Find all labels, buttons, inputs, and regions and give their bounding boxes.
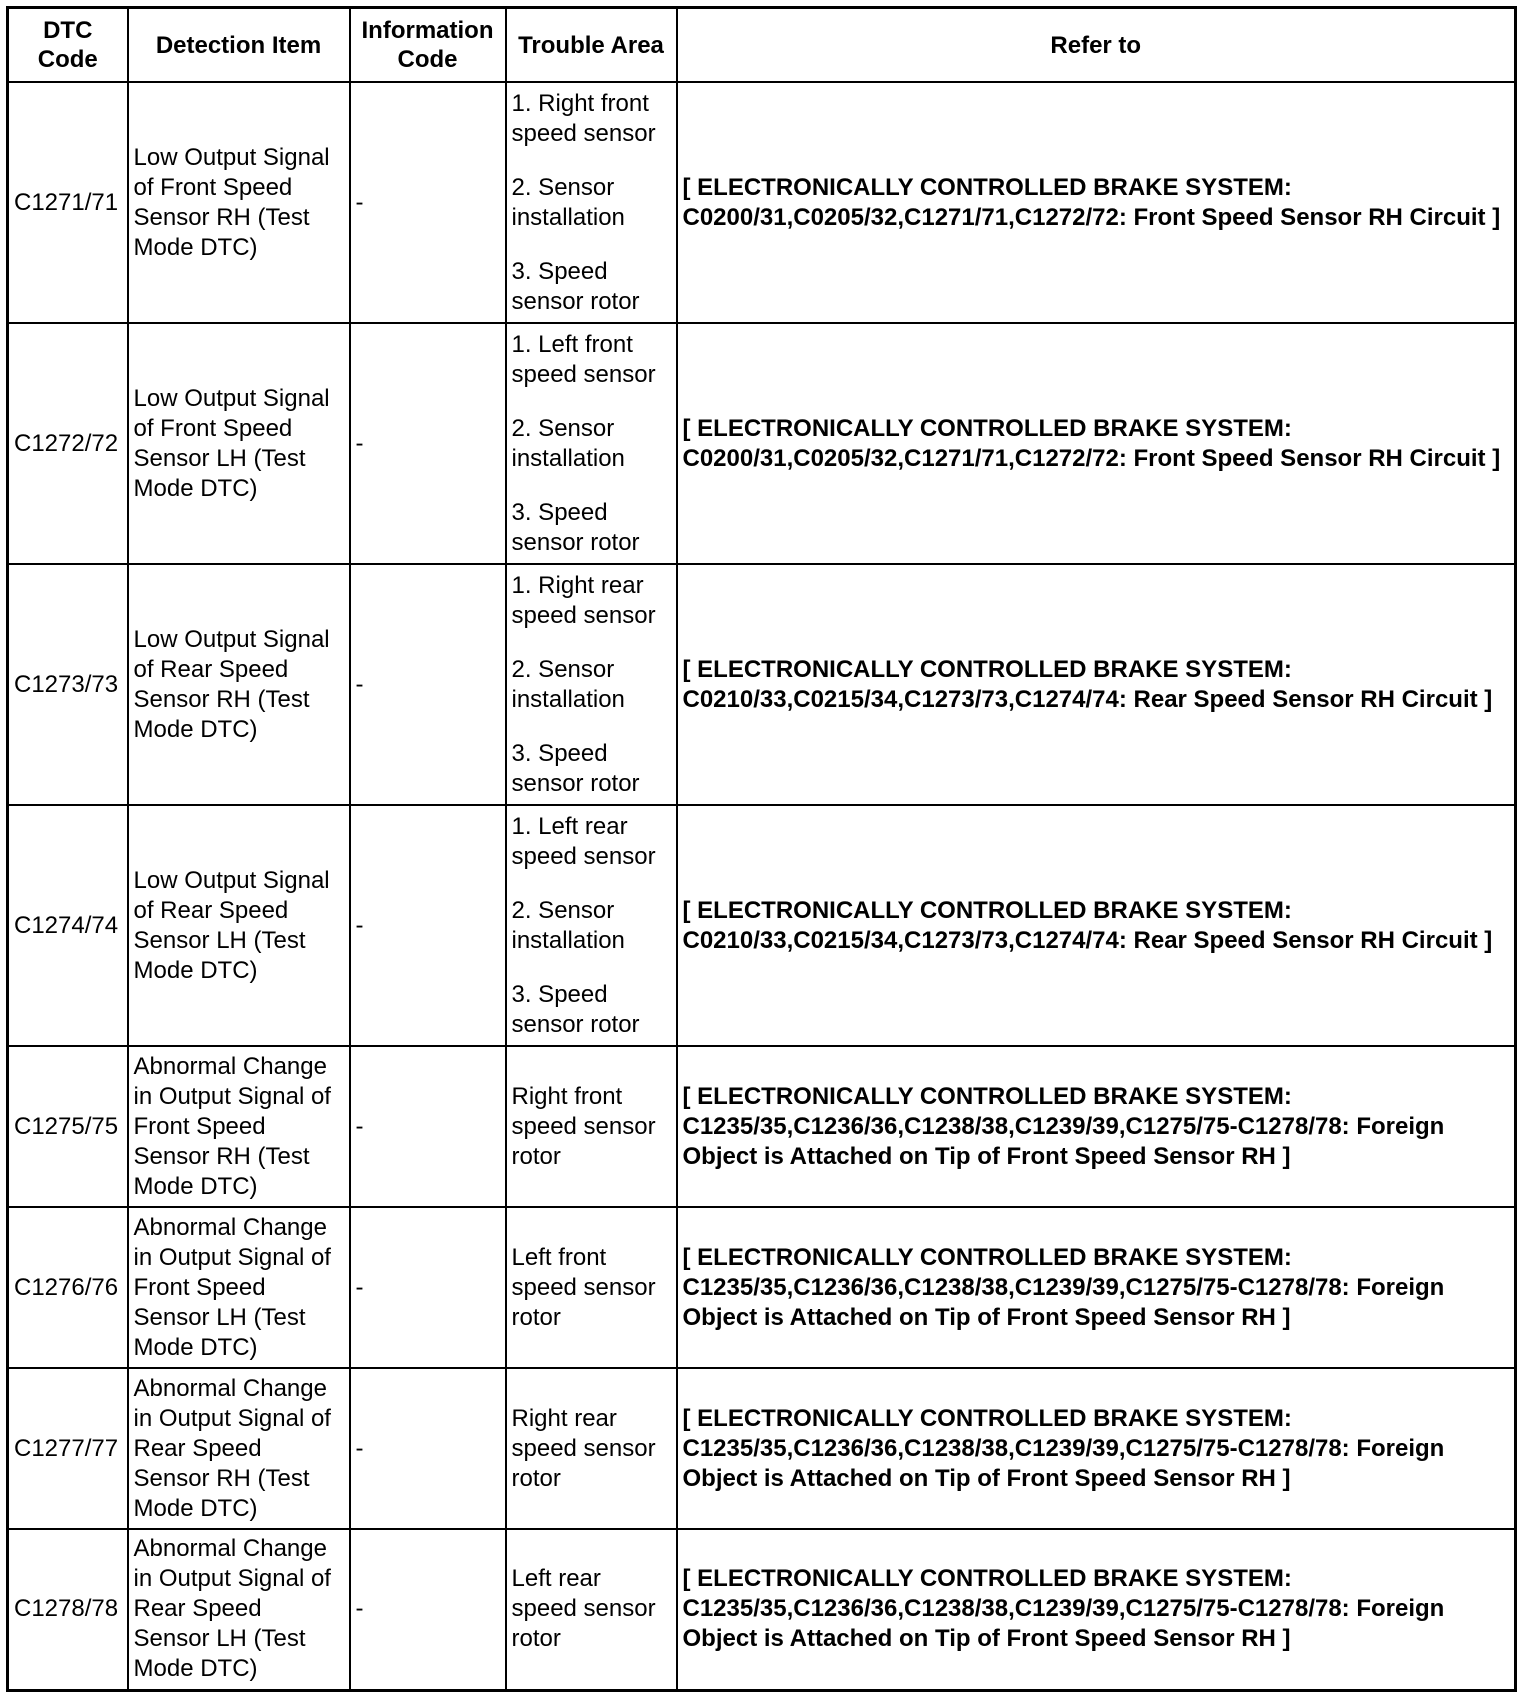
- trouble-area-cell: Left front speed sensor rotor: [506, 1207, 677, 1368]
- table-row: [8, 1207, 1516, 1368]
- header-dtc-code: DTC Code: [8, 8, 128, 83]
- trouble-area-item: 1. Left front speed sensor: [511, 330, 656, 388]
- dtc-code-cell: C1274/74: [8, 805, 128, 1046]
- header-trouble-area: Trouble Area: [506, 8, 677, 83]
- dtc-code-cell: C1275/75: [8, 1046, 128, 1207]
- refer-to-cell: [ ELECTRONICALLY CONTROLLED BRAKE SYSTEM: C1235/35,C1236/36,C1238/38,C1239/39,C1275/75-C1278/78: Foreign Object is Attached on Tip of Front Speed Sensor RH ]: [677, 1529, 1516, 1690]
- table-row: [8, 82, 1516, 323]
- refer-to-cell: [ ELECTRONICALLY CONTROLLED BRAKE SYSTEM: C0200/31,C0205/32,C1271/71,C1272/72: Front Speed Sensor RH Circuit ]: [677, 323, 1516, 564]
- dtc-code-cell: C1277/77: [8, 1368, 128, 1529]
- table-header: [8, 8, 1516, 83]
- refer-to-cell: [ ELECTRONICALLY CONTROLLED BRAKE SYSTEM: C1235/35,C1236/36,C1238/38,C1239/39,C1275/75-C1278/78: Foreign Object is Attached on Tip of Front Speed Sensor RH ]: [677, 1368, 1516, 1529]
- trouble-area-list: [512, 330, 671, 558]
- trouble-area-item: 3. Speed sensor rotor: [511, 980, 640, 1038]
- trouble-area-item: 3. Speed sensor rotor: [511, 739, 640, 797]
- information-code-cell: -: [350, 1368, 506, 1529]
- dtc-table: [6, 6, 1517, 1692]
- detection-item-cell: Abnormal Change in Output Signal of Rear Speed Sensor LH (Test Mode DTC): [128, 1529, 350, 1690]
- header-detection-item: Detection Item: [128, 8, 350, 83]
- information-code-cell: -: [350, 805, 506, 1046]
- detection-item-cell: Abnormal Change in Output Signal of Front Speed Sensor RH (Test Mode DTC): [128, 1046, 350, 1207]
- dtc-code-cell: C1272/72: [8, 323, 128, 564]
- trouble-area-cell: Right front speed sensor rotor: [506, 1046, 677, 1207]
- refer-to-cell: [ ELECTRONICALLY CONTROLLED BRAKE SYSTEM: C0210/33,C0215/34,C1273/73,C1274/74: Rear Speed Sensor RH Circuit ]: [677, 805, 1516, 1046]
- refer-to-cell: [ ELECTRONICALLY CONTROLLED BRAKE SYSTEM: C0210/33,C0215/34,C1273/73,C1274/74: Rear Speed Sensor RH Circuit ]: [677, 564, 1516, 805]
- trouble-area-cell: [506, 323, 677, 564]
- trouble-area-list: [512, 89, 671, 317]
- header-information-code: Information Code: [350, 8, 506, 83]
- trouble-area-item: 1. Right rear speed sensor: [511, 571, 656, 629]
- information-code-cell: -: [350, 1207, 506, 1368]
- trouble-area-item: 3. Speed sensor rotor: [511, 257, 640, 315]
- dtc-code-cell: C1273/73: [8, 564, 128, 805]
- trouble-area-item: 1. Right front speed sensor: [511, 89, 656, 147]
- trouble-area-item: 2. Sensor installation: [511, 414, 625, 472]
- detection-item-cell: Low Output Signal of Rear Speed Sensor LH (Test Mode DTC): [128, 805, 350, 1046]
- information-code-cell: -: [350, 323, 506, 564]
- table-row: [8, 805, 1516, 1046]
- header-row: [8, 8, 1516, 83]
- table-row: [8, 1046, 1516, 1207]
- dtc-code-cell: C1276/76: [8, 1207, 128, 1368]
- trouble-area-cell: [506, 82, 677, 323]
- trouble-area-item: 2. Sensor installation: [511, 655, 625, 713]
- detection-item-cell: Abnormal Change in Output Signal of Front Speed Sensor LH (Test Mode DTC): [128, 1207, 350, 1368]
- refer-to-cell: [ ELECTRONICALLY CONTROLLED BRAKE SYSTEM: C0200/31,C0205/32,C1271/71,C1272/72: Front Speed Sensor RH Circuit ]: [677, 82, 1516, 323]
- trouble-area-cell: Left rear speed sensor rotor: [506, 1529, 677, 1690]
- trouble-area-item: 3. Speed sensor rotor: [511, 498, 640, 556]
- table-row: [8, 1529, 1516, 1690]
- table-body: [8, 82, 1516, 1690]
- information-code-cell: -: [350, 82, 506, 323]
- header-refer-to: Refer to: [677, 8, 1516, 83]
- table-row: [8, 1368, 1516, 1529]
- dtc-code-cell: C1278/78: [8, 1529, 128, 1690]
- detection-item-cell: Low Output Signal of Front Speed Sensor RH (Test Mode DTC): [128, 82, 350, 323]
- information-code-cell: -: [350, 1046, 506, 1207]
- detection-item-cell: Low Output Signal of Rear Speed Sensor RH (Test Mode DTC): [128, 564, 350, 805]
- trouble-area-cell: [506, 564, 677, 805]
- trouble-area-item: 2. Sensor installation: [511, 173, 625, 231]
- table-row: [8, 564, 1516, 805]
- information-code-cell: -: [350, 564, 506, 805]
- detection-item-cell: Low Output Signal of Front Speed Sensor LH (Test Mode DTC): [128, 323, 350, 564]
- trouble-area-cell: Right rear speed sensor rotor: [506, 1368, 677, 1529]
- table-row: [8, 323, 1516, 564]
- dtc-code-cell: C1271/71: [8, 82, 128, 323]
- refer-to-cell: [ ELECTRONICALLY CONTROLLED BRAKE SYSTEM: C1235/35,C1236/36,C1238/38,C1239/39,C1275/75-C1278/78: Foreign Object is Attached on Tip of Front Speed Sensor RH ]: [677, 1046, 1516, 1207]
- trouble-area-list: [512, 812, 671, 1040]
- trouble-area-list: [512, 571, 671, 799]
- refer-to-cell: [ ELECTRONICALLY CONTROLLED BRAKE SYSTEM: C1235/35,C1236/36,C1238/38,C1239/39,C1275/75-C1278/78: Foreign Object is Attached on Tip of Front Speed Sensor RH ]: [677, 1207, 1516, 1368]
- detection-item-cell: Abnormal Change in Output Signal of Rear Speed Sensor RH (Test Mode DTC): [128, 1368, 350, 1529]
- trouble-area-cell: [506, 805, 677, 1046]
- trouble-area-item: 2. Sensor installation: [511, 896, 625, 954]
- trouble-area-item: 1. Left rear speed sensor: [511, 812, 656, 870]
- information-code-cell: -: [350, 1529, 506, 1690]
